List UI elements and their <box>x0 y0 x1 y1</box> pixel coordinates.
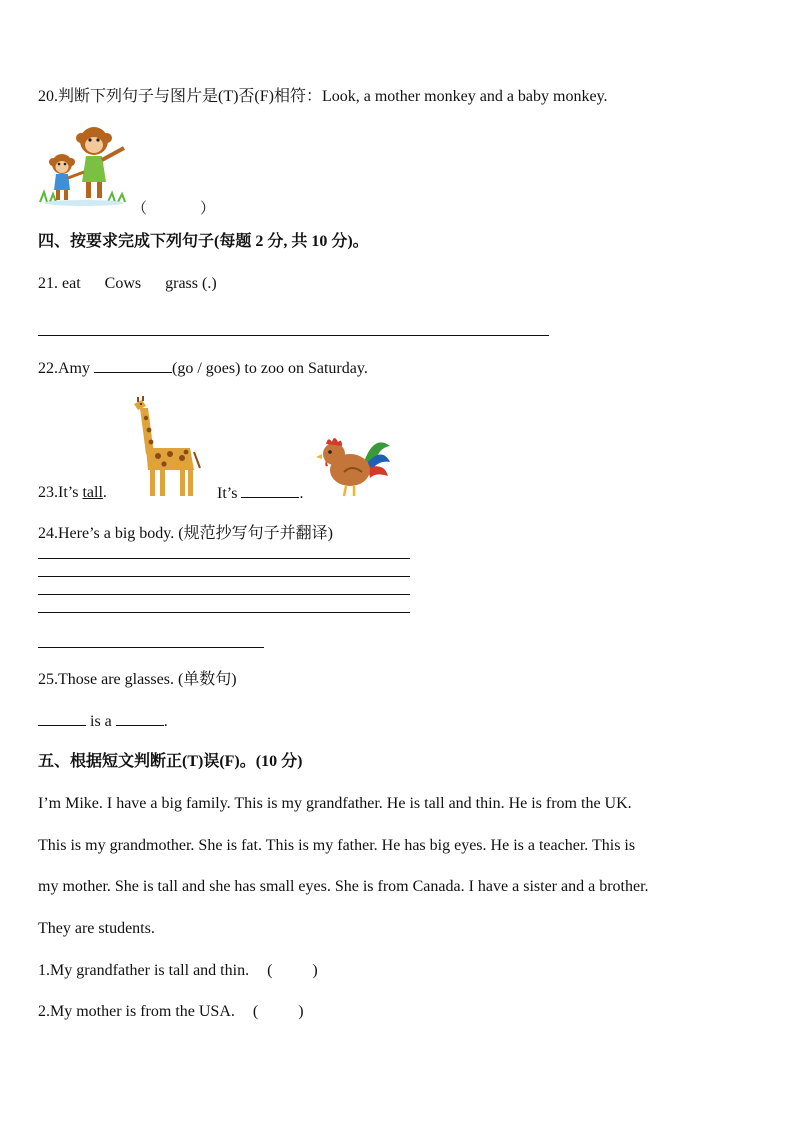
q21-answer-line[interactable] <box>38 335 549 336</box>
q23-second-prefix: It’s <box>217 485 238 502</box>
q24-answer-line-3[interactable] <box>38 594 410 595</box>
q22-answer-blank[interactable] <box>94 358 172 373</box>
q20-answer-paren-right[interactable]: ） <box>200 201 216 217</box>
q23-answer-blank[interactable] <box>241 483 299 498</box>
judge-item-2 <box>38 1002 304 1022</box>
q23-end: . <box>299 485 304 502</box>
q22-prefix: 22.Amy <box>38 360 90 377</box>
passage-line-3: my mother. She is tall and she has small eyes. She is from Canada. I have a sister and a brother. <box>38 878 649 895</box>
question-25: 25.Those are glasses. (单数句) <box>38 671 237 688</box>
question-22 <box>38 358 368 379</box>
q25-answer-mid: is a <box>90 713 112 730</box>
q24-answer-line-2[interactable] <box>38 576 410 577</box>
q25-answer-end: . <box>163 713 168 730</box>
rooster-illustration <box>312 432 392 498</box>
q22-suffix: (go / goes) to zoo on Saturday. <box>172 360 368 377</box>
q25-answer-blank-2[interactable] <box>116 711 164 726</box>
q21-word-1: . eat <box>54 275 81 292</box>
question-23 <box>38 483 107 503</box>
q21-word-3: grass (.) <box>165 275 217 292</box>
q24-answer-line-1[interactable] <box>38 558 410 559</box>
question-20: 20.判断下列句子与图片是(T)否(F)相符：Look, a mother monkey and a baby monkey. <box>38 88 608 105</box>
passage-line-2: This is my grandmother. She is fat. This is my father. He has big eyes. He is a teacher. This is <box>38 837 636 854</box>
q24-answer-line-5[interactable] <box>38 647 264 648</box>
q23-prefix: 23.It’s <box>38 484 79 501</box>
q24-answer-line-4[interactable] <box>38 612 410 613</box>
section-4-heading: 四、按要求完成下列句子(每题 2 分, 共 10 分)。 <box>38 233 369 250</box>
q21-number: 21 <box>38 275 54 292</box>
passage-line-1: I’m Mike. I have a big family. This is my grandfather. He is tall and thin. He is from the UK. <box>38 795 632 812</box>
q23-word-tall: tall <box>82 484 103 501</box>
judge-item-2-text: 2.My mother is from the USA. <box>38 1003 235 1020</box>
question-21 <box>38 274 217 294</box>
q23-dot: . <box>102 484 107 501</box>
judge-item-1-text: 1.My grandfather is tall and thin. <box>38 962 250 979</box>
passage-line-4: They are students. <box>38 920 155 937</box>
q25-answer-blank-1[interactable] <box>38 711 86 726</box>
question-23-part-2 <box>217 483 303 504</box>
q25-answer-row <box>38 711 168 732</box>
q21-word-2: Cows <box>104 275 142 292</box>
question-24: 24.Here’s a big body. (规范抄写句子并翻译) <box>38 525 333 542</box>
judge-item-1-paren[interactable]: ( ) <box>267 962 318 979</box>
giraffe-illustration <box>124 396 204 498</box>
monkeys-illustration <box>38 124 130 206</box>
q20-answer-paren-left[interactable]: （ <box>132 201 148 217</box>
judge-item-2-paren[interactable]: ( ) <box>252 1003 304 1020</box>
section-5-heading: 五、根据短文判断正(T)误(F)。(10 分) <box>38 753 303 770</box>
judge-item-1 <box>38 961 318 981</box>
